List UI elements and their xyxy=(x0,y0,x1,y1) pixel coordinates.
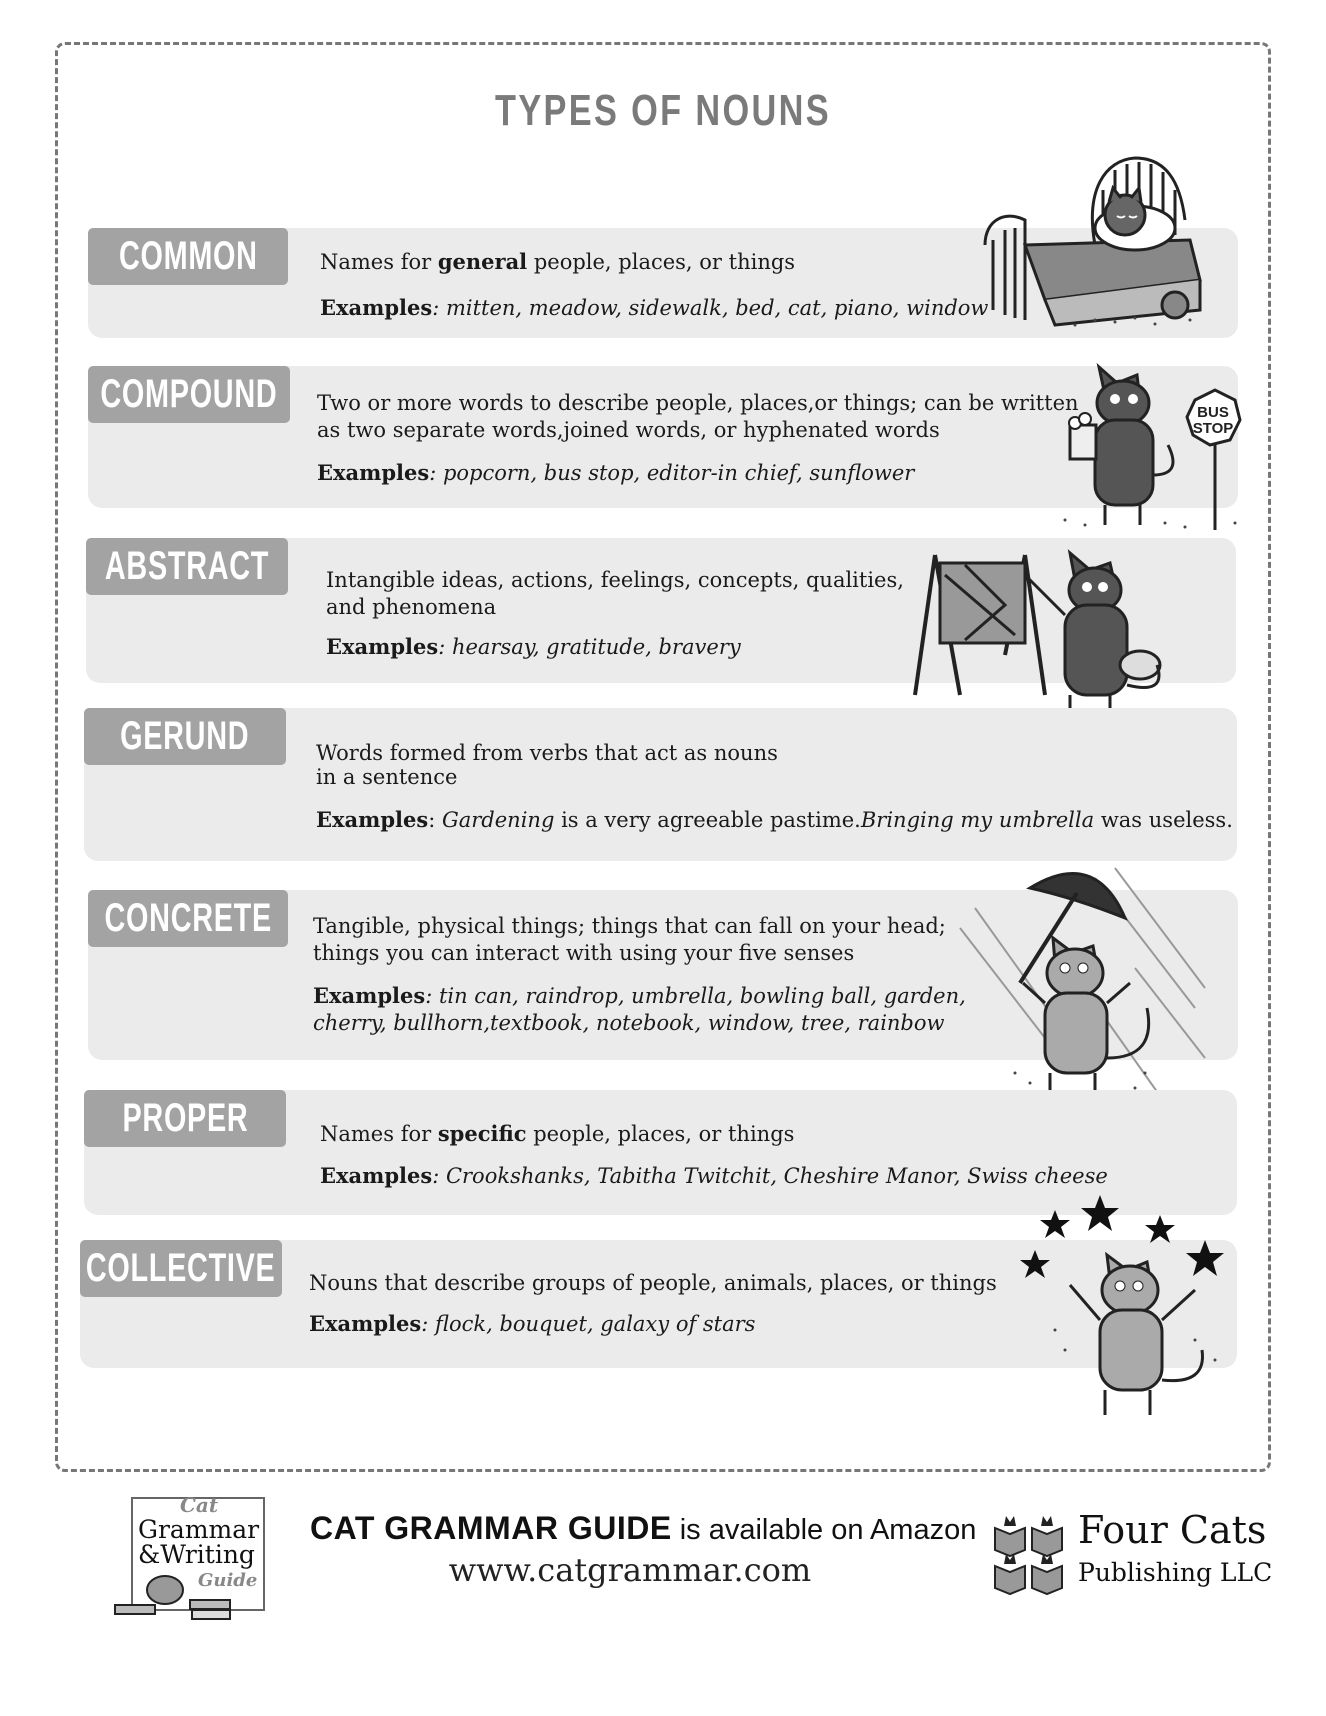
desc-gerund: Words formed from verbs that act as nouns in a sentence xyxy=(316,741,778,789)
tag-common: COMMON xyxy=(88,228,288,285)
examples-concrete: Examples: tin can, raindrop, umbrella, bowling ball, garden, cherry, bullhorn,textbook, notebook, window, tree, rainbow xyxy=(313,983,966,1035)
examples-abstract: Examples: hearsay, gratitude, bravery xyxy=(326,634,741,659)
cat-with-stars-illustration xyxy=(1015,1190,1245,1420)
footer-cta xyxy=(310,1510,977,1589)
examples-collective: Examples: flock, bouquet, galaxy of stars xyxy=(309,1311,756,1336)
cat-with-umbrella-in-rain-illustration xyxy=(955,858,1215,1108)
desc-collective: Nouns that describe groups of people, animals, places, or things xyxy=(309,1271,997,1295)
tag-gerund: GERUND xyxy=(84,708,286,765)
desc-compound: Two or more words to describe people, places,or things; can be written as two separate words,joined words, or hyphenated words xyxy=(317,391,1079,442)
desc-common: Names for general people, places, or things xyxy=(320,249,796,274)
svg-text:&Writing: &Writing xyxy=(138,1540,255,1569)
cta-line: CAT GRAMMAR GUIDE is available on Amazon xyxy=(310,1510,977,1546)
tag-abstract: ABSTRACT xyxy=(86,538,288,595)
examples-compound: Examples: popcorn, bus stop, editor-in chief, sunflower xyxy=(317,460,915,485)
cats-reading-books-icon xyxy=(990,1508,1070,1598)
desc-abstract: Intangible ideas, actions, feelings, concepts, qualities, and phenomena xyxy=(326,568,904,619)
bus-stop-sign-text: BUS xyxy=(1197,404,1229,421)
cat-in-bed-illustration xyxy=(975,150,1205,330)
publisher-name: Four Cats xyxy=(1078,1508,1267,1552)
page-title: TYPES OF NOUNS xyxy=(495,86,831,135)
examples-common: Examples: mitten, meadow, sidewalk, bed, cat, piano, window xyxy=(320,295,989,320)
svg-text:Grammar: Grammar xyxy=(138,1515,260,1544)
desc-proper: Names for specific people, places, or things xyxy=(320,1121,795,1146)
tag-compound: COMPOUND xyxy=(88,366,290,423)
svg-text:Guide: Guide xyxy=(198,1570,258,1591)
tag-collective: COLLECTIVE xyxy=(80,1240,282,1297)
svg-text:Cat: Cat xyxy=(180,1493,219,1517)
bus-stop-sign-text-2: STOP xyxy=(1192,420,1234,437)
tag-concrete: CONCRETE xyxy=(88,890,288,947)
publisher-subtitle: Publishing LLC xyxy=(1078,1558,1273,1587)
desc-concrete: Tangible, physical things; things that can fall on your head; things you can interact with using your five senses xyxy=(313,914,946,965)
cat-with-popcorn-at-bus-stop-illustration xyxy=(1045,355,1255,535)
cat-grammar-writing-guide-logo xyxy=(110,1490,275,1630)
publisher-block xyxy=(990,1508,1290,1598)
website-link[interactable]: www.catgrammar.com xyxy=(448,1551,812,1589)
cat-painting-at-easel-illustration xyxy=(905,545,1195,725)
examples-proper: Examples: Crookshanks, Tabitha Twitchit, Cheshire Manor, Swiss cheese xyxy=(320,1163,1108,1188)
examples-gerund: Examples: Gardening is a very agreeable pastime.Bringing my umbrella was useless. xyxy=(316,807,1233,832)
tag-proper: PROPER xyxy=(84,1090,286,1147)
